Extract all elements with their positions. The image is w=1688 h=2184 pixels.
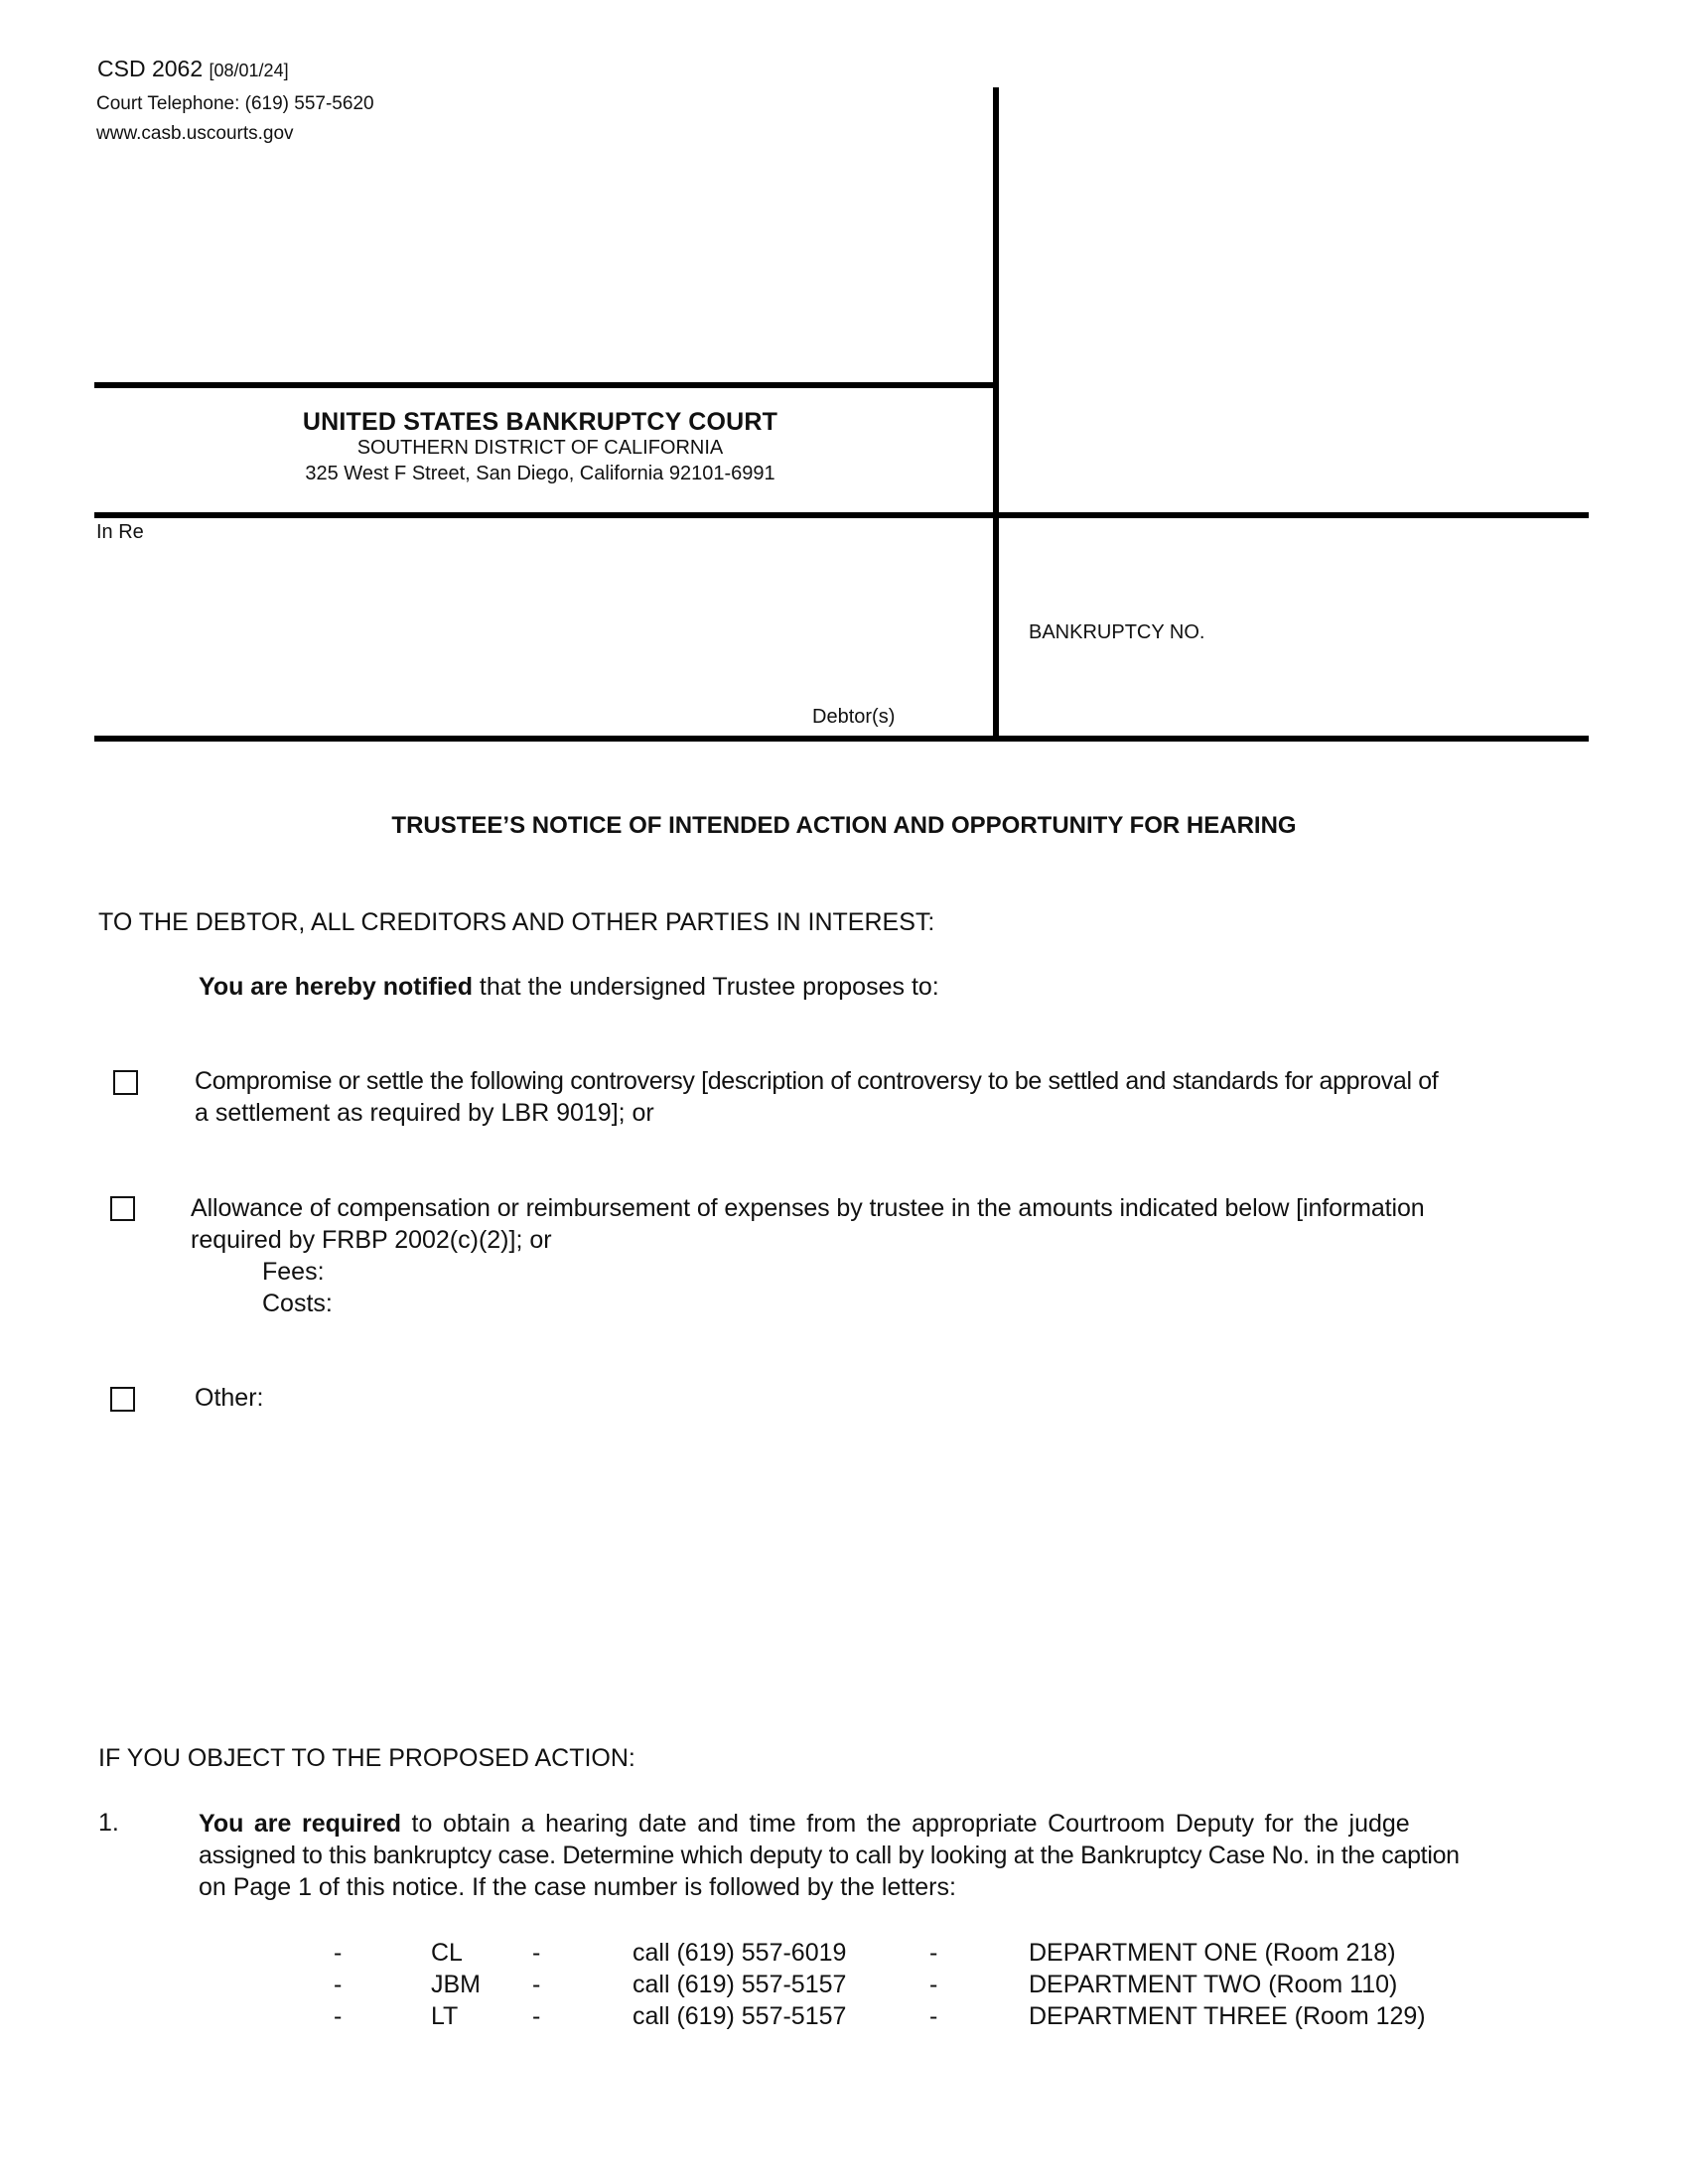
department-name: DEPARTMENT ONE (Room 218) [1029,1939,1396,1967]
court-address: 325 West F Street, San Diego, California 92101-6991 [305,463,775,484]
fees-label: Fees: [262,1258,325,1286]
objection-line-1-rest: to obtain a hearing date and time from the appropriate Courtroom Deputy for the judge [401,1810,1410,1838]
objection-line-2: assigned to this bankruptcy case. Determine which deputy to call by looking at the Bankruptcy Case No. in the caption [199,1842,1460,1869]
caption-vertical-divider [993,87,999,739]
notice-bold: You are hereby notified [199,973,473,1001]
table-row [0,1939,1688,1971]
case-letter-code: CL [431,1939,463,1967]
costs-label: Costs: [262,1290,333,1317]
form-number-text: CSD 2062 [97,56,204,81]
department-name: DEPARTMENT THREE (Room 129) [1029,2002,1426,2030]
case-letter-code: LT [431,2002,459,2030]
dash: - [334,1971,343,1998]
bankruptcy-no-label: BANKRUPTCY NO. [1029,621,1205,643]
court-telephone: Court Telephone: (619) 557-5620 [96,93,374,114]
dash: - [532,2002,541,2030]
objection-item-number: 1. [98,1809,119,1837]
objection-line-1 [199,1808,1595,1840]
page-title: TRUSTEE’S NOTICE OF INTENDED ACTION AND OPPORTUNITY FOR HEARING [391,812,1297,839]
allowance-text [191,1192,1581,1319]
dash: - [929,1939,938,1967]
case-letter-code: JBM [431,1971,481,1998]
court-district: SOUTHERN DISTRICT OF CALIFORNIA [356,437,724,459]
allowance-checkbox[interactable] [110,1196,135,1221]
notice-line [199,973,939,1002]
dash: - [929,2002,938,2030]
caption-middle-rule [94,512,1589,518]
caption-bottom-rule [94,736,1589,742]
deputy-phone: call (619) 557-6019 [633,1939,847,1967]
court-website: www.casb.uscourts.gov [96,123,294,144]
compromise-line-2: a settlement as required by LBR 9019]; or [195,1099,654,1127]
in-re-label: In Re [96,521,144,543]
table-row [0,1971,1688,2002]
table-row [0,2002,1688,2034]
compromise-line-1: Compromise or settle the following controversy [description of controversy to be settled and standards for approval of [195,1067,1439,1095]
dash: - [334,1939,343,1967]
objection-paragraph [199,1808,1595,1903]
court-block [94,409,986,486]
compromise-checkbox[interactable] [113,1070,138,1095]
form-revision: [08/01/24] [209,61,289,80]
other-checkbox[interactable] [110,1387,135,1412]
objection-line-3: on Page 1 of this notice. If the case number is followed by the letters: [199,1873,956,1901]
deputy-phone: call (619) 557-5157 [633,1971,847,1998]
allowance-line-1: Allowance of compensation or reimbursement of expenses by trustee in the amounts indicated below [information [191,1194,1425,1222]
department-name: DEPARTMENT TWO (Room 110) [1029,1971,1398,1998]
addressee: TO THE DEBTOR, ALL CREDITORS AND OTHER PARTIES IN INTEREST: [98,908,935,936]
allowance-line-2: required by FRBP 2002(c)(2)]; or [191,1226,552,1254]
compromise-text [195,1065,1575,1129]
dash: - [532,1971,541,1998]
deputy-phone: call (619) 557-5157 [633,2002,847,2030]
debtor-label: Debtor(s) [812,706,896,728]
dash: - [532,1939,541,1967]
dash: - [929,1971,938,1998]
form-number [97,56,289,82]
objection-heading: IF YOU OBJECT TO THE PROPOSED ACTION: [98,1744,635,1772]
other-label: Other: [195,1384,264,1412]
objection-bold: You are required [199,1810,402,1838]
dash: - [334,2002,343,2030]
notice-rest: that the undersigned Trustee proposes to: [472,973,939,1001]
court-name: UNITED STATES BANKRUPTCY COURT [302,408,778,436]
caption-upper-rule [94,382,996,388]
